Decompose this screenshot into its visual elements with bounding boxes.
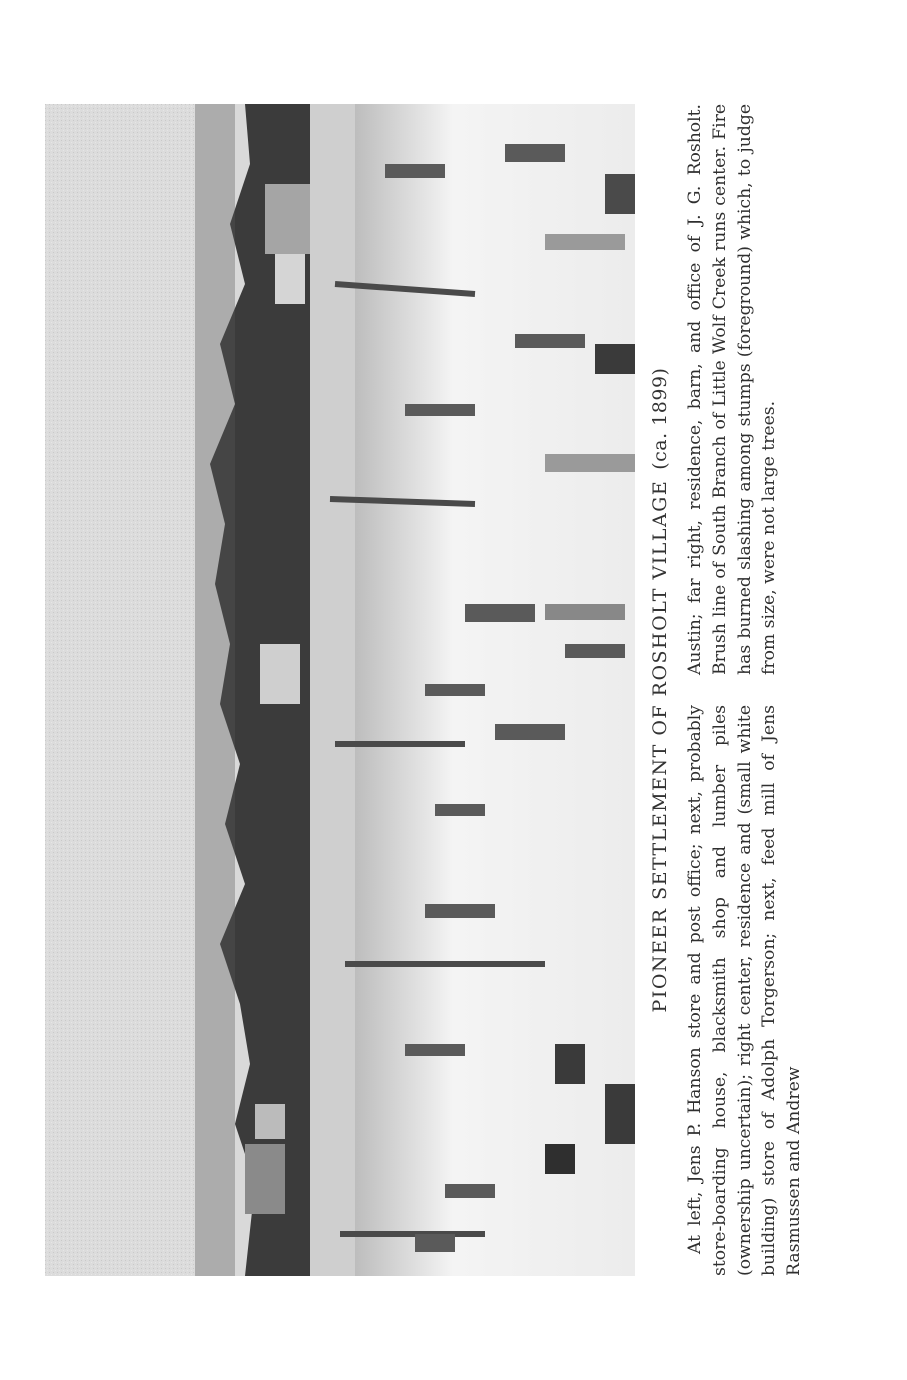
building bbox=[255, 1104, 285, 1139]
stump-field bbox=[355, 104, 635, 1276]
caption-left-text: At left, Jens P. Hanson store and post office; next, probably store-boarding house, blacksmith shop and lumber piles (ownership uncertain); right center, residence and (small white building) store of Adolph Torgerson; next, feed mill of Jens Rasmussen and Andrew bbox=[685, 705, 805, 1276]
caption-body bbox=[683, 104, 807, 1276]
caption-date: (ca. 1899) bbox=[649, 367, 671, 470]
caption-title bbox=[643, 104, 677, 1276]
caption-left-column bbox=[683, 705, 807, 1276]
building bbox=[260, 644, 300, 704]
caption-right-column bbox=[683, 104, 807, 675]
road bbox=[310, 104, 355, 1276]
sky-area bbox=[45, 104, 195, 1276]
caption-right-text: Austin; far right, residence, barn, and office of J. G. Rosholt. Brush line of South Branch of Little Wolf Creek runs center. Fire has burned slashing among stumps (foreground) which, to judge from size, were not large trees. bbox=[685, 104, 780, 675]
historic-photograph bbox=[45, 104, 635, 1276]
photo-caption bbox=[643, 104, 805, 1276]
building bbox=[275, 254, 305, 304]
building bbox=[265, 184, 315, 254]
photo-illustration bbox=[45, 104, 635, 1276]
caption-title-text: PIONEER SETTLEMENT OF ROSHOLT VILLAGE bbox=[649, 479, 671, 1013]
building bbox=[245, 1144, 285, 1214]
